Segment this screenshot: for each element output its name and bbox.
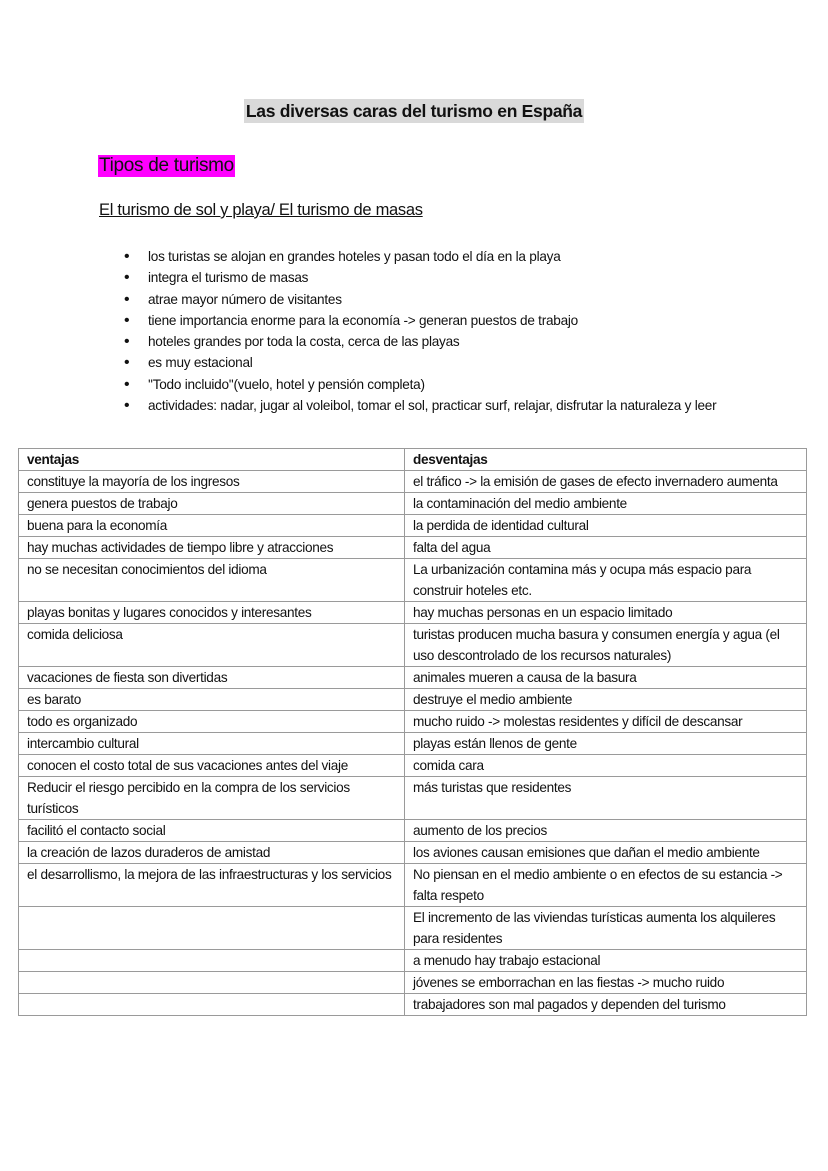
desventaja-cell: trabajadores son mal pagados y dependen del turismo	[405, 994, 807, 1016]
list-item: • es muy estacional	[128, 352, 728, 373]
header-desventajas: desventajas	[405, 449, 807, 471]
ventaja-cell: playas bonitas y lugares conocidos y interesantes	[19, 602, 405, 624]
table-row	[19, 755, 807, 777]
ventaja-cell: buena para la economía	[19, 515, 405, 537]
ventaja-cell: el desarrollismo, la mejora de las infraestructuras y los servicios	[19, 864, 405, 907]
ventaja-cell: es barato	[19, 689, 405, 711]
bullet-list	[128, 246, 728, 416]
table-row	[19, 820, 807, 842]
desventaja-cell: jóvenes se emborrachan en las fiestas -> mucho ruido	[405, 972, 807, 994]
ventaja-cell: no se necesitan conocimientos del idioma	[19, 559, 405, 602]
ventaja-cell	[19, 994, 405, 1016]
ventaja-cell: constituye la mayoría de los ingresos	[19, 471, 405, 493]
desventaja-cell: el tráfico -> la emisión de gases de efecto invernadero aumenta	[405, 471, 807, 493]
table-row	[19, 842, 807, 864]
table-row	[19, 689, 807, 711]
table-row	[19, 559, 807, 602]
table-row	[19, 777, 807, 820]
desventaja-cell: destruye el medio ambiente	[405, 689, 807, 711]
table-row	[19, 537, 807, 559]
ventaja-cell	[19, 972, 405, 994]
pros-cons-table	[18, 448, 807, 1016]
ventaja-cell: intercambio cultural	[19, 733, 405, 755]
table-row	[19, 711, 807, 733]
ventaja-cell: hay muchas actividades de tiempo libre y atracciones	[19, 537, 405, 559]
table-row	[19, 972, 807, 994]
ventaja-cell: conocen el costo total de sus vacaciones antes del viaje	[19, 755, 405, 777]
table-row	[19, 864, 807, 907]
list-item: • atrae mayor número de visitantes	[128, 289, 728, 310]
header-ventajas: ventajas	[19, 449, 405, 471]
ventaja-cell: facilitó el contacto social	[19, 820, 405, 842]
table-row	[19, 493, 807, 515]
desventaja-cell: No piensan en el medio ambiente o en efectos de su estancia -> falta respeto	[405, 864, 807, 907]
desventaja-cell: comida cara	[405, 755, 807, 777]
desventaja-cell: animales mueren a causa de la basura	[405, 667, 807, 689]
list-item: • integra el turismo de masas	[128, 267, 728, 288]
table-row	[19, 471, 807, 493]
list-item: • actividades: nadar, jugar al voleibol, tomar el sol, practicar surf, relajar, disfrutar la naturaleza y leer	[128, 395, 728, 416]
desventaja-cell: aumento de los precios	[405, 820, 807, 842]
desventaja-cell: más turistas que residentes	[405, 777, 807, 820]
desventaja-cell: mucho ruido -> molestas residentes y difícil de descansar	[405, 711, 807, 733]
desventaja-cell: los aviones causan emisiones que dañan el medio ambiente	[405, 842, 807, 864]
table-row	[19, 624, 807, 667]
desventaja-cell: falta del agua	[405, 537, 807, 559]
ventaja-cell: vacaciones de fiesta son divertidas	[19, 667, 405, 689]
table-row	[19, 667, 807, 689]
ventaja-cell: la creación de lazos duraderos de amistad	[19, 842, 405, 864]
ventaja-cell: comida deliciosa	[19, 624, 405, 667]
table-row	[19, 950, 807, 972]
table-row	[19, 907, 807, 950]
table-row	[19, 733, 807, 755]
ventaja-cell	[19, 907, 405, 950]
table-row	[19, 515, 807, 537]
document-title: Las diversas caras del turismo en España	[245, 101, 583, 121]
desventaja-cell: La urbanización contamina más y ocupa más espacio para construir hoteles etc.	[405, 559, 807, 602]
desventaja-cell: playas están llenos de gente	[405, 733, 807, 755]
section-heading: Tipos de turismo	[99, 155, 234, 176]
list-item: • tiene importancia enorme para la economía -> generan puestos de trabajo	[128, 310, 728, 331]
list-item: • ''Todo incluido''(vuelo, hotel y pensión completa)	[128, 374, 728, 395]
table-header-row	[19, 449, 807, 471]
ventaja-cell: todo es organizado	[19, 711, 405, 733]
list-item: • los turistas se alojan en grandes hoteles y pasan todo el día en la playa	[128, 246, 728, 267]
list-item: • hoteles grandes por toda la costa, cerca de las playas	[128, 331, 728, 352]
desventaja-cell: El incremento de las viviendas turísticas aumenta los alquileres para residentes	[405, 907, 807, 950]
ventaja-cell	[19, 950, 405, 972]
ventaja-cell: genera puestos de trabajo	[19, 493, 405, 515]
desventaja-cell: la perdida de identidad cultural	[405, 515, 807, 537]
desventaja-cell: a menudo hay trabajo estacional	[405, 950, 807, 972]
subsection-heading: El turismo de sol y playa/ El turismo de masas	[99, 201, 423, 219]
desventaja-cell: hay muchas personas en un espacio limitado	[405, 602, 807, 624]
desventaja-cell: turistas producen mucha basura y consumen energía y agua (el uso descontrolado de los recursos naturales)	[405, 624, 807, 667]
table-row	[19, 602, 807, 624]
ventaja-cell: Reducir el riesgo percibido en la compra de los servicios turísticos	[19, 777, 405, 820]
table-row	[19, 994, 807, 1016]
document-title-wrap	[0, 101, 828, 122]
desventaja-cell: la contaminación del medio ambiente	[405, 493, 807, 515]
